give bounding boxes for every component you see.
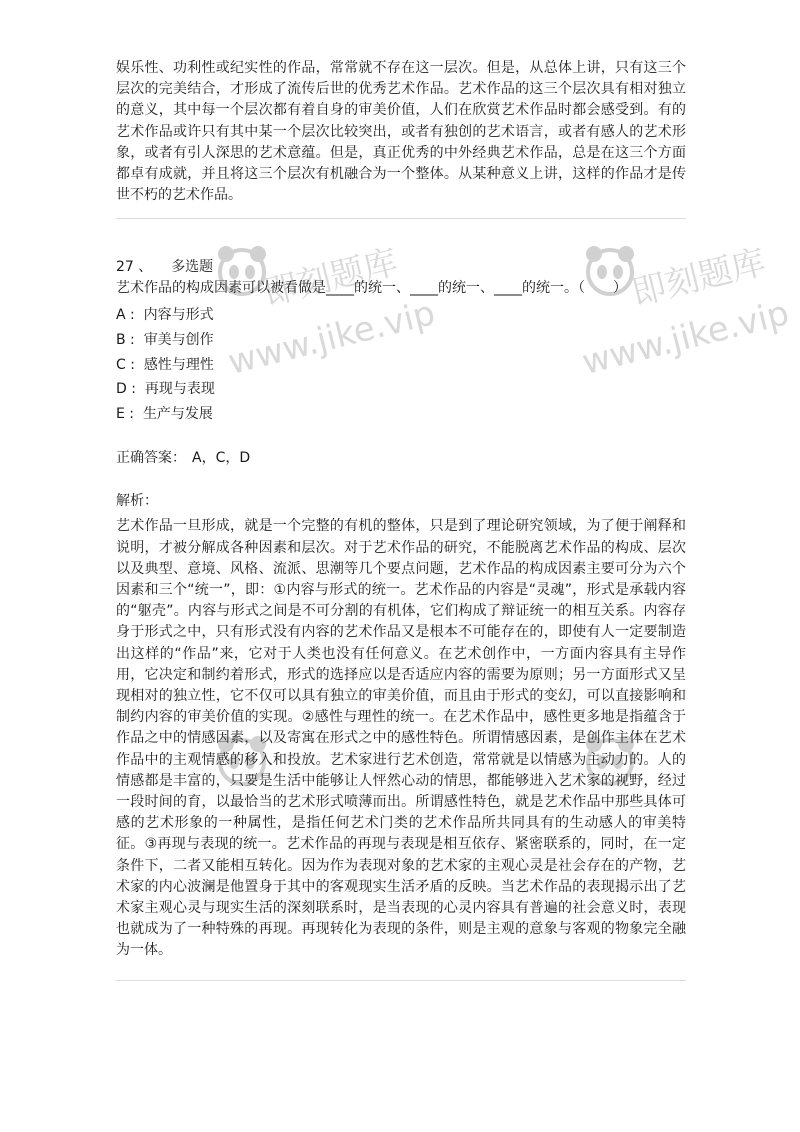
analysis-text: 艺术作品一旦形成，就是一个完整的有机的整体，只是到了理论研究领域，为了便于阐释和说明，才被分解成各种因素和层次。对于艺术作品的研究，不能脱离艺术作品的构成、层次以及典型、意境、风格、流派、思潮等几个要点问题，艺术作品的构成因素主要可分为六个因素和三个“统一”，即：①内容与形式的统一。艺术作品的内容是“灵魂”，形式是承载内容的“躯壳”。内容与形式之间是不可分割的有机体，它们构成了辩证统一的相互关系。内容存身于形式之中，只有形式没有内容的艺术作品又是根本不可能存在的，即使有人一定要制造出这样的“作品”来，它对于人类也没有任何意义。在艺术创作中，一方面内容具有主导作用，它决定和制约着形式，形式的选择应以是否适应内容的需要为原则；另一方面形式又呈现相对的独立性，它不仅可以具有独立的审美价值，而且由于形式的变幻，可以直接影响和制约内容的审美价值的实现。②感性与理性的统一。在艺术作品中，感性更多地是指蕴含于作品之中的情感因素，以及寄寓在形式之中的感性特色。所谓情感因素，是创作主体在艺术作品中的主观情感的移入和投放。艺术家进行艺术创造，常常就是以情感为主动力的。人的情感都是丰富的，只要是生活中能够让人怦然心动的情思，都能够进入艺术家的视野，经过一段时间的育，以最恰当的艺术形式喷薄而出。所谓感性特色，就是艺术作品中那些具体可感的艺术形象的一种属性，是指任何艺术门类的艺术作品所共同具有的生动感人的审美特征。③再现与表现的统一。艺术作品的再现与表现是相互依存、紧密联系的，同时，在一定条件下，二者又能相互转化。因为作为表现对象的艺术家的主观心灵是社会存在的产物，艺术家的内心波澜是他置身于其中的客观现实生活矛盾的反映。当艺术作品的表现揭示出了艺术家主观心灵与现实生活的深刻联系时，是当表现的心灵内容具有普遍的社会意义时，表现也就成为了一种特殊的再现。再现转化为表现的条件，则是主观的意象与客观的物象完全融为一体。 bbox=[116, 518, 686, 959]
question-block bbox=[116, 257, 686, 961]
answer-value: A，C，D bbox=[192, 450, 251, 467]
question-type: 多选题 bbox=[171, 259, 214, 276]
option-key: E bbox=[116, 405, 125, 422]
option-text: 生产与发展 bbox=[142, 405, 213, 422]
option-key: C bbox=[116, 356, 126, 373]
question-stem: 艺术作品的构成因素可以被看做是____的统一、____的统一、____的统一。（ ） bbox=[116, 280, 627, 297]
document-page bbox=[116, 58, 686, 981]
analysis-label: 解析： bbox=[116, 493, 158, 510]
watermark-url-right: www.jike.vip bbox=[578, 293, 794, 383]
option-key: A bbox=[116, 307, 126, 324]
option-text: 再现与表现 bbox=[144, 381, 215, 398]
option-key: D bbox=[116, 381, 127, 398]
option-text: 内容与形式 bbox=[143, 307, 214, 324]
options-list bbox=[116, 303, 686, 426]
option-a: A : 内容与形式 bbox=[116, 307, 214, 324]
option-text: 审美与创作 bbox=[143, 332, 214, 349]
top-paragraph: 娱乐性、功利性或纪实性的作品，常常就不存在这一层次。但是，从总体上讲，只有这三个层次的完美结合，才形成了流传后世的优秀艺术作品。艺术作品的这三个层次具有相对独立的意义，其中每一个层次都有着自身的审美价值，人们在欣赏艺术作品时都会感受到。有的艺术作品或许只有其中某一个层次比较突出，或者有独创的艺术语言，或者有感人的艺术形象，或者有引人深思的艺术意蕴。但是，真正优秀的中外经典艺术作品，总是在这三个方面都卓有成就，并且将这三个层次有机融合为一个整体。从某种意义上讲，这样的作品才是传世不朽的艺术作品。 bbox=[116, 60, 686, 204]
option-e: E : 生产与发展 bbox=[116, 405, 213, 422]
question-number: 27 bbox=[116, 259, 134, 276]
question-separator: 、 bbox=[138, 259, 153, 276]
option-c: C : 感性与理性 bbox=[116, 356, 214, 373]
question-header bbox=[116, 257, 686, 278]
watermark-brand-right: 即刻题库 bbox=[628, 242, 770, 314]
answer-label: 正确答案： bbox=[116, 450, 186, 467]
option-d: D : 再现与表现 bbox=[116, 381, 215, 398]
option-b: B : 审美与创作 bbox=[116, 332, 214, 349]
correct-answer bbox=[116, 448, 686, 469]
option-key: B bbox=[116, 332, 126, 349]
divider-bottom bbox=[116, 980, 686, 981]
watermark-url: www.jike.vip bbox=[224, 293, 440, 383]
watermark-brand: 即刻题库 bbox=[260, 242, 402, 314]
option-text: 感性与理性 bbox=[143, 356, 214, 373]
